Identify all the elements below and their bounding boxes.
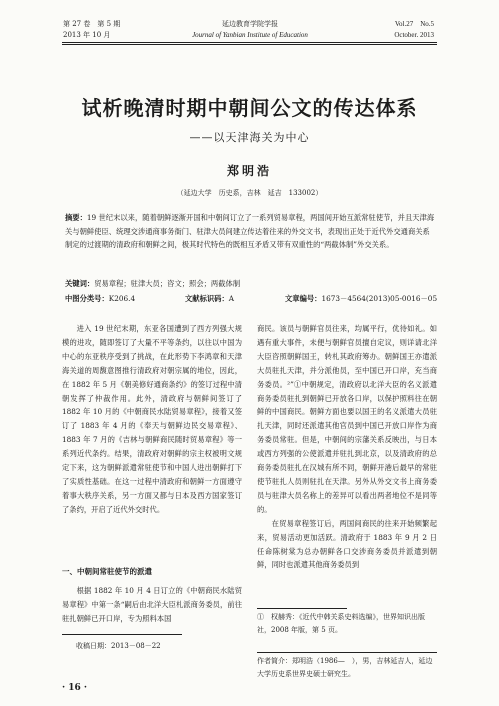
body-paragraph: 在贸易章程签订后，两国间商民的往来开始频繁起来，贸易活动更加活跃。清政府于 1883 年 9 月 2 日任命陈树棠为总办朝鲜各口交涉商务委员并派遣到朝鲜，同时也派遣其他商务委员到 [257, 518, 437, 570]
keywords-line [65, 279, 240, 289]
clc-line [65, 294, 135, 304]
clc-label: 中图分类号： [65, 294, 109, 303]
body-left-column [62, 322, 242, 517]
body-paragraph: 商民。该员与朝鲜官员往来，均属平行，优待如礼。如遇有重大事件，未便与朝鲜官员擅自定议，则详请北洋大臣咨照朝鲜国王，转札其政府筹办。朝鲜国王亦遣派大员驻扎天津，并分派他员，至中国已开口岸，充当商务委员。²”①中朝规定，清政府以北洋大臣的名义派遣商务委员驻扎到朝鲜已开放各口岸，以保护照料往在朝鲜的中国商民。朝鲜方面也要以国王的名义派遣大员驻扎天津，同时还派遣其他官员到中国已开放口岸作为商务委员常驻。但是，中朝间的宗藩关系反映出，与日本或西方列强的公使派遣并驻扎到北京，以及清政府的总商务委员驻扎在汉城有所不同，朝鲜开港后最早的常驻使节驻扎人员则驻扎在天津。另外从外交文书上商务委员与驻津大员名称上的差异可以看出两者地位不是同等的。 [257, 324, 437, 514]
abstract [65, 211, 437, 252]
doc-code: A [228, 294, 235, 303]
article-id-label: 文章编号： [285, 294, 322, 303]
keywords: 贸易章程；驻津大员；咨文；照会；两截体制 [94, 279, 241, 288]
header-journal-en: Journal of Yanbian Institute of Education [192, 31, 308, 39]
keywords-label: 关键词： [65, 279, 95, 288]
footnote-rule-right [257, 608, 347, 609]
body-right-column [257, 322, 437, 572]
header-date-cn: 2013 年 10 月 [63, 31, 111, 39]
header-volume-cn: 第 27 卷 第 5 期 [63, 20, 121, 28]
article-subtitle: ——以天津海关为中心 [189, 131, 310, 144]
article-author: 郑明浩 [226, 164, 272, 178]
abstract-text: 19 世纪末以来，随着朝鲜逐渐开国和中朝间订立了一系列贸易章程，两国间开始互派常驻使节，并且天津海关与朝鲜使臣、统理交涉通商事务衙门、驻津大员间建立传达着往来的外交文书，表现出正处于近代外交通商关系制定的过渡期的清政府和朝鲜之间，极其时代特色的既相互矛盾又带有双重性的“两截体制”外交关系。 [65, 213, 435, 250]
footnote-1: ① 权赫秀：《近代中韩关系史料选编》，世界知识出版社，2008 年版，第 5 页。 [257, 613, 425, 634]
abstract-label: 摘要： [65, 213, 87, 222]
doc-code-line [185, 294, 234, 304]
header-volume-en: Vol.27 No.5 [394, 20, 434, 28]
page-number: · 16 · [62, 683, 88, 693]
header-rule-thin [62, 44, 437, 45]
body-paragraph: 进入 19 世纪末期，东亚各国遭到了西方列强大规模的进攻，随即签订了大量不平等条约，以往以中国为中心的东亚秩序受到了挑战，在此形势下李鸿章和天津海关道的周馥意图推行清政府对朝宗属的地位，因此，在 1882 年 5 月《朝美修好通商条约》的签订过程中清朝发挥了仲裁作用。此外，清政府与朝鲜间签订了 1882 年 10 月的《中朝商民水陆贸易章程》，接着又签订了 1883 年 4 月的《奉天与朝鲜边民交易章程》、1883 年 7 月的《吉林与朝鲜商民随时贸易章程》等一系列近代条约。结果，清政府对朝鲜的宗主权被明文规定下来，这为朝鲜派遣常驻使节和中国人进出朝鲜打下了实质性基础。在这一过程中清政府和朝鲜一方面遵守着事大秩序关系，另一方面又都与日本及西方国家签订了条约，开启了近代外交时代。 [62, 324, 242, 514]
footnote-rule-left [62, 634, 182, 635]
header-date-en: October. 2013 [394, 31, 434, 39]
author-affiliation: （延边大学 历史系，吉林 延吉 133002） [176, 189, 323, 197]
section-body [62, 584, 242, 626]
article-id-line [285, 294, 437, 304]
header-journal-cn: 延边教育学院学报 [222, 20, 278, 28]
author-bio: 作者简介：郑明浩（1986— ），男，吉林延吉人，延边大学历史系世界史硕士研究生。 [257, 657, 433, 678]
section-heading: 一、中朝间常驻使节的派遣 [62, 567, 152, 576]
body-paragraph: 根据 1882 年 10 月 4 日订立的《中朝商民水陆贸易章程》中第一条“嗣后由北洋大臣札派商务委员，前往驻扎朝鲜已开口岸，专为照料本国 [62, 586, 242, 623]
doc-code-label: 文献标识码： [185, 294, 229, 303]
article-title: 试析晚清时期中朝间公文的传达体系 [81, 96, 418, 120]
received-date: 收稿日期：2013－08－22 [76, 642, 161, 650]
clc-number: K206.4 [108, 294, 136, 303]
article-id: 1673－4564(2013)05-0016－05 [321, 294, 438, 303]
footnote-divider [257, 652, 437, 653]
header-rule [62, 42, 437, 43]
